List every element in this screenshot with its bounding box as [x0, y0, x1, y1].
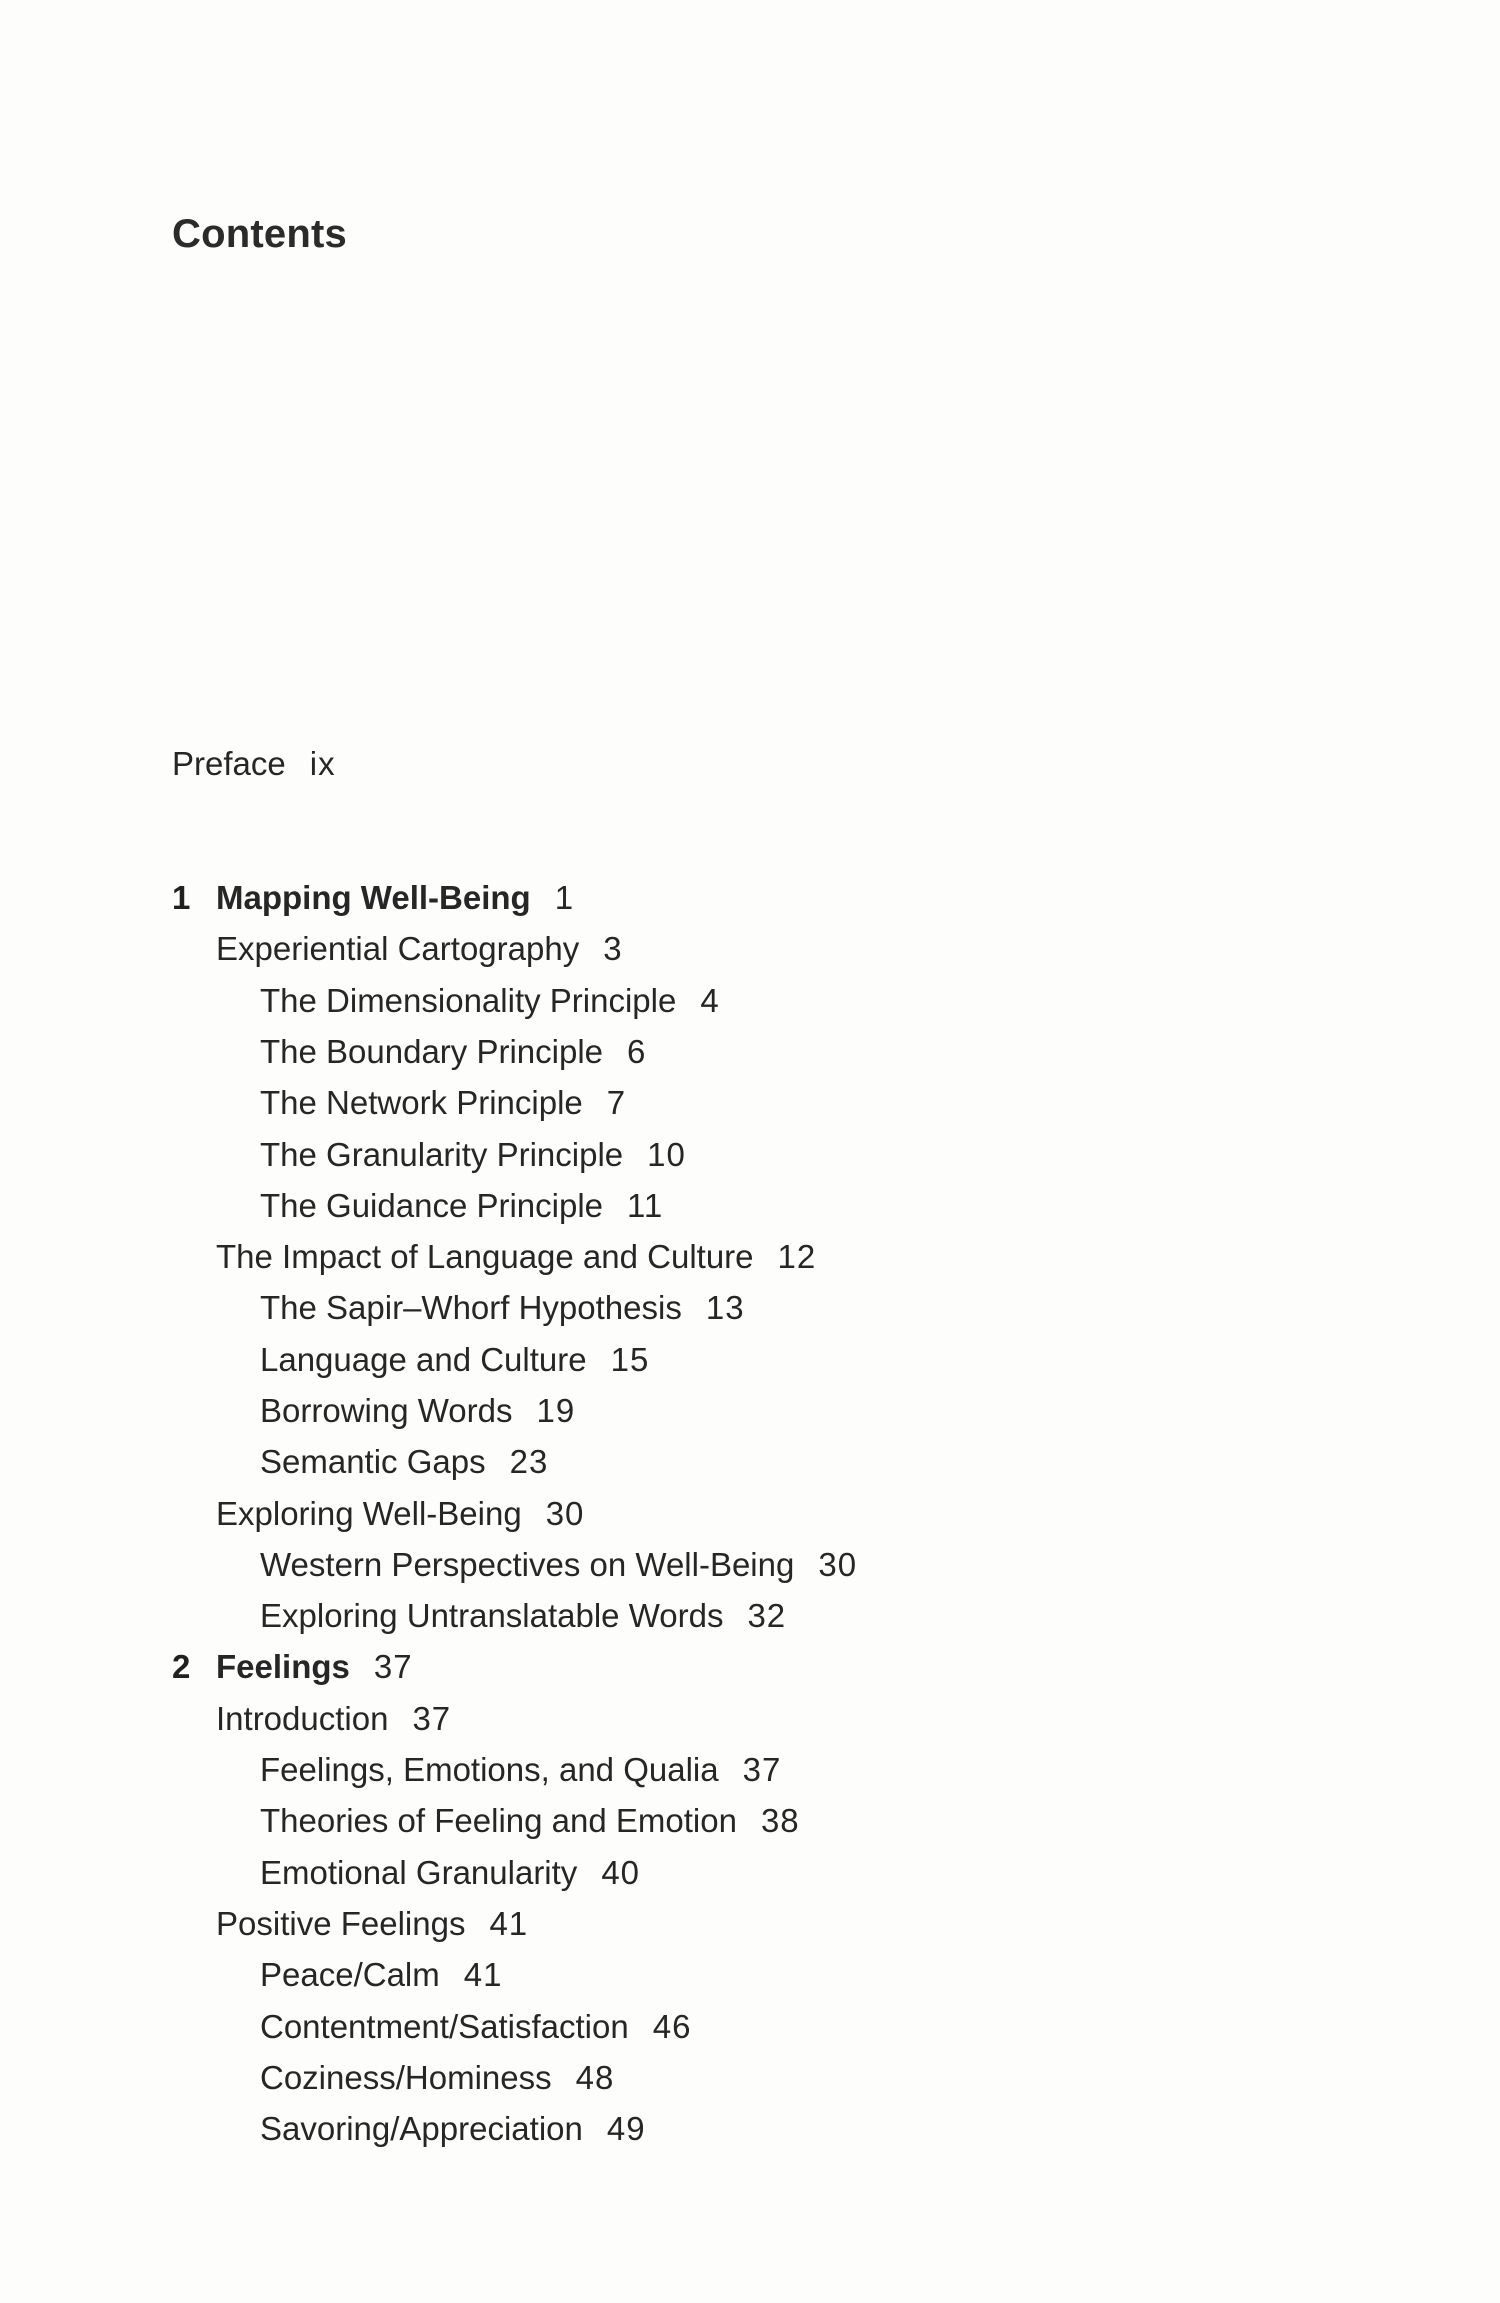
entry-text	[260, 1590, 786, 1641]
entry-page-number: 10	[647, 1136, 686, 1173]
entry-text	[216, 923, 623, 974]
entry-label: Theories of Feeling and Emotion	[260, 1802, 737, 1839]
entry-text	[260, 1026, 646, 1077]
entry-page-number: 30	[818, 1546, 858, 1583]
entry-page-number: 38	[760, 1802, 800, 1839]
entry-page-number: 19	[536, 1392, 576, 1429]
entry-text	[172, 738, 336, 789]
chapter-number: 2	[172, 1648, 191, 1685]
contents-title: Contents	[172, 212, 347, 256]
entry-text	[260, 1847, 640, 1898]
entry-label: Contentment/Satisfaction	[260, 2008, 629, 2045]
entry-label: Mapping Well-Being	[216, 879, 531, 916]
entry-page-number: 12	[777, 1238, 817, 1275]
entry-label: Language and Culture	[260, 1341, 587, 1378]
entry-page-number: 4	[700, 982, 720, 1019]
entry-page-number: 41	[489, 1905, 529, 1942]
entry-page-number: 13	[705, 1289, 745, 1326]
entry-text	[260, 1744, 781, 1795]
entry-label: The Sapir–Whorf Hypothesis	[260, 1289, 682, 1326]
entry-text	[260, 1334, 649, 1385]
entry-label: Feelings	[216, 1648, 350, 1685]
entry-text	[216, 1488, 584, 1539]
entry-label: Semantic Gaps	[260, 1443, 486, 1480]
entry-text	[260, 1795, 800, 1846]
entry-page-number: 48	[575, 2059, 615, 2096]
entry-text	[216, 1693, 451, 1744]
chapter-number: 1	[172, 879, 191, 916]
entry-label: The Guidance Principle	[260, 1187, 604, 1224]
entry-label: Exploring Well-Being	[216, 1495, 522, 1532]
entry-text	[260, 1436, 548, 1487]
entry-page-number: 11	[627, 1187, 664, 1224]
entry-text	[260, 975, 720, 1026]
entry-page-number: 15	[610, 1341, 650, 1378]
entry-page-number: 49	[606, 2110, 646, 2147]
entry-page-number: 37	[373, 1648, 413, 1685]
entry-page-number: 41	[463, 1956, 503, 1993]
entry-label: The Impact of Language and Culture	[216, 1238, 754, 1275]
entry-text	[260, 1539, 857, 1590]
entry-label: Introduction	[216, 1700, 389, 1737]
entry-label: Feelings, Emotions, and Qualia	[260, 1751, 719, 1788]
entry-page-number: ix	[309, 745, 336, 782]
entry-text	[260, 2052, 614, 2103]
entry-label: Positive Feelings	[216, 1905, 466, 1942]
entry-page-number: 7	[606, 1084, 627, 1121]
entry-page-number: 3	[603, 930, 623, 967]
entry-page-number: 32	[747, 1597, 787, 1634]
entry-text	[216, 1231, 816, 1282]
entry-label: Experiential Cartography	[216, 930, 580, 967]
entry-label: Borrowing Words	[260, 1392, 513, 1429]
entry-label: The Dimensionality Principle	[260, 982, 677, 1019]
entry-page-number: 1	[554, 879, 575, 916]
entry-text	[260, 1180, 663, 1231]
entry-page-number: 40	[601, 1854, 641, 1891]
entry-text	[216, 1641, 413, 1692]
entry-label: The Boundary Principle	[260, 1033, 604, 1070]
entry-page-number: 30	[545, 1495, 585, 1532]
entry-text	[216, 1898, 528, 1949]
entry-page-number: 23	[509, 1443, 549, 1480]
entry-label: Coziness/Hominess	[260, 2059, 552, 2096]
entry-page-number: 46	[652, 2008, 692, 2045]
entry-page-number: 37	[412, 1700, 452, 1737]
entry-label: Preface	[172, 745, 286, 782]
entry-label: Peace/Calm	[260, 1956, 440, 1993]
entry-label: Western Perspectives on Well-Being	[260, 1546, 795, 1583]
entry-text	[260, 1385, 575, 1436]
entry-label: Emotional Granularity	[260, 1854, 578, 1891]
entry-text	[260, 1282, 745, 1333]
entry-label: Exploring Untranslatable Words	[260, 1597, 724, 1634]
entry-text	[260, 2103, 646, 2154]
entry-text	[216, 872, 574, 923]
entry-text	[260, 2001, 691, 2052]
entry-label: The Granularity Principle	[260, 1136, 624, 1173]
entry-page-number: 37	[742, 1751, 782, 1788]
entry-page-number: 6	[627, 1033, 647, 1070]
entry-text	[260, 1129, 686, 1180]
entry-label: Savoring/Appreciation	[260, 2110, 583, 2147]
entry-text	[260, 1077, 626, 1128]
entry-label: The Network Principle	[260, 1084, 583, 1121]
entry-text	[260, 1949, 502, 2000]
